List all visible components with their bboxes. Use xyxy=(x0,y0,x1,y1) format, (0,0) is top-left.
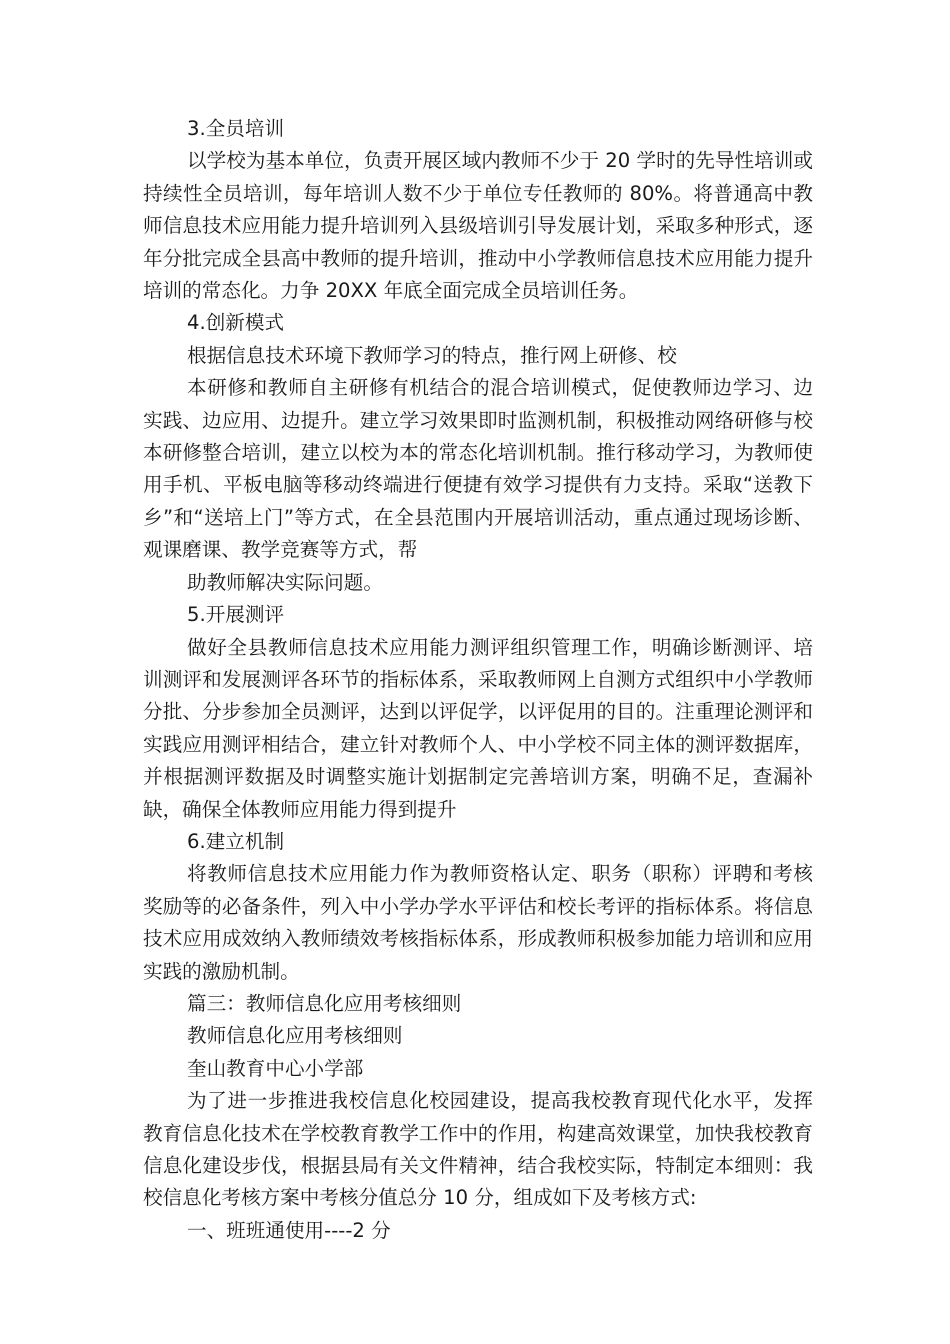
section-heading: 一、班班通使用----2 分 xyxy=(187,1218,391,1242)
issuing-organization: 奎山教育中心小学部 xyxy=(187,1056,364,1080)
body-paragraph: 本研修和教师自主研修有机结合的混合培训模式，促使教师边学习、边实践、边应用、边提升。建立学习效果即时监测机制，积极推动网络研修与校本研修整合培训，建立以校为本的常态化培训机制。推行移动学习，为教师使用手机、平板电脑等移动终端进行便捷有效学习提供有力支持。采取“送教下乡”和“送培上门”等方式，在全县范围内开展培训活动，重点通过现场诊断、观课磨课、教学竞赛等方式，帮 xyxy=(143,376,813,562)
section-heading: 4.创新模式 xyxy=(187,311,285,335)
body-paragraph: 以学校为基本单位，负责开展区域内教师不少于 20 学时的先导性培训或持续性全员培训，每年培训人数不少于单位专任教师的 80%。将普通高中教师信息技术应用能力提升培训列入县级培训引导发展计划，采取多种形式，逐年分批完成全县高中教师的提升培训，推动中小学教师信息技术应用能力提升培训的常态化。力争 20XX 年底全面完成全员培训任务。 xyxy=(143,149,813,303)
section-heading: 5.开展测评 xyxy=(187,603,285,627)
document-title: 教师信息化应用考核细则 xyxy=(187,1024,403,1048)
body-paragraph: 助教师解决实际问题。 xyxy=(187,570,383,594)
section-heading: 6.建立机制 xyxy=(187,829,285,853)
body-paragraph: 根据信息技术环境下教师学习的特点，推行网上研修、校 xyxy=(187,343,677,367)
body-paragraph: 为了进一步推进我校信息化校园建设，提高我校教育现代化水平，发挥教育信息化技术在学校教育教学工作中的作用，构建高效课堂，加快我校教育信息化建设步伐，根据县局有关文件精神，结合我校实际，特制定本细则：我校信息化考核方案中考核分值总分 10 分，组成如下及考核方式: xyxy=(143,1089,813,1210)
document-body xyxy=(143,113,813,1247)
body-paragraph: 将教师信息技术应用能力作为教师资格认定、职务（职称）评聘和考核奖励等的必备条件，列入中小学办学水平评估和校长考评的指标体系。将信息技术应用成效纳入教师绩效考核指标体系，形成教师积极参加能力培训和应用实践的激励机制。 xyxy=(143,862,813,983)
body-paragraph: 做好全县教师信息技术应用能力测评组织管理工作，明确诊断测评、培训测评和发展测评各环节的指标体系，采取教师网上自测方式组织中小学教师分批、分步参加全员测评，达到以评促学，以评促用的目的。注重理论测评和实践应用测评相结合，建立针对教师个人、中小学校不同主体的测评数据库，并根据测评数据及时调整实施计划据制定完善培训方案，明确不足，查漏补缺，确保全体教师应用能力得到提升 xyxy=(143,635,813,821)
section-heading: 3.全员培训 xyxy=(187,117,285,140)
chapter-title: 篇三：教师信息化应用考核细则 xyxy=(187,991,462,1015)
